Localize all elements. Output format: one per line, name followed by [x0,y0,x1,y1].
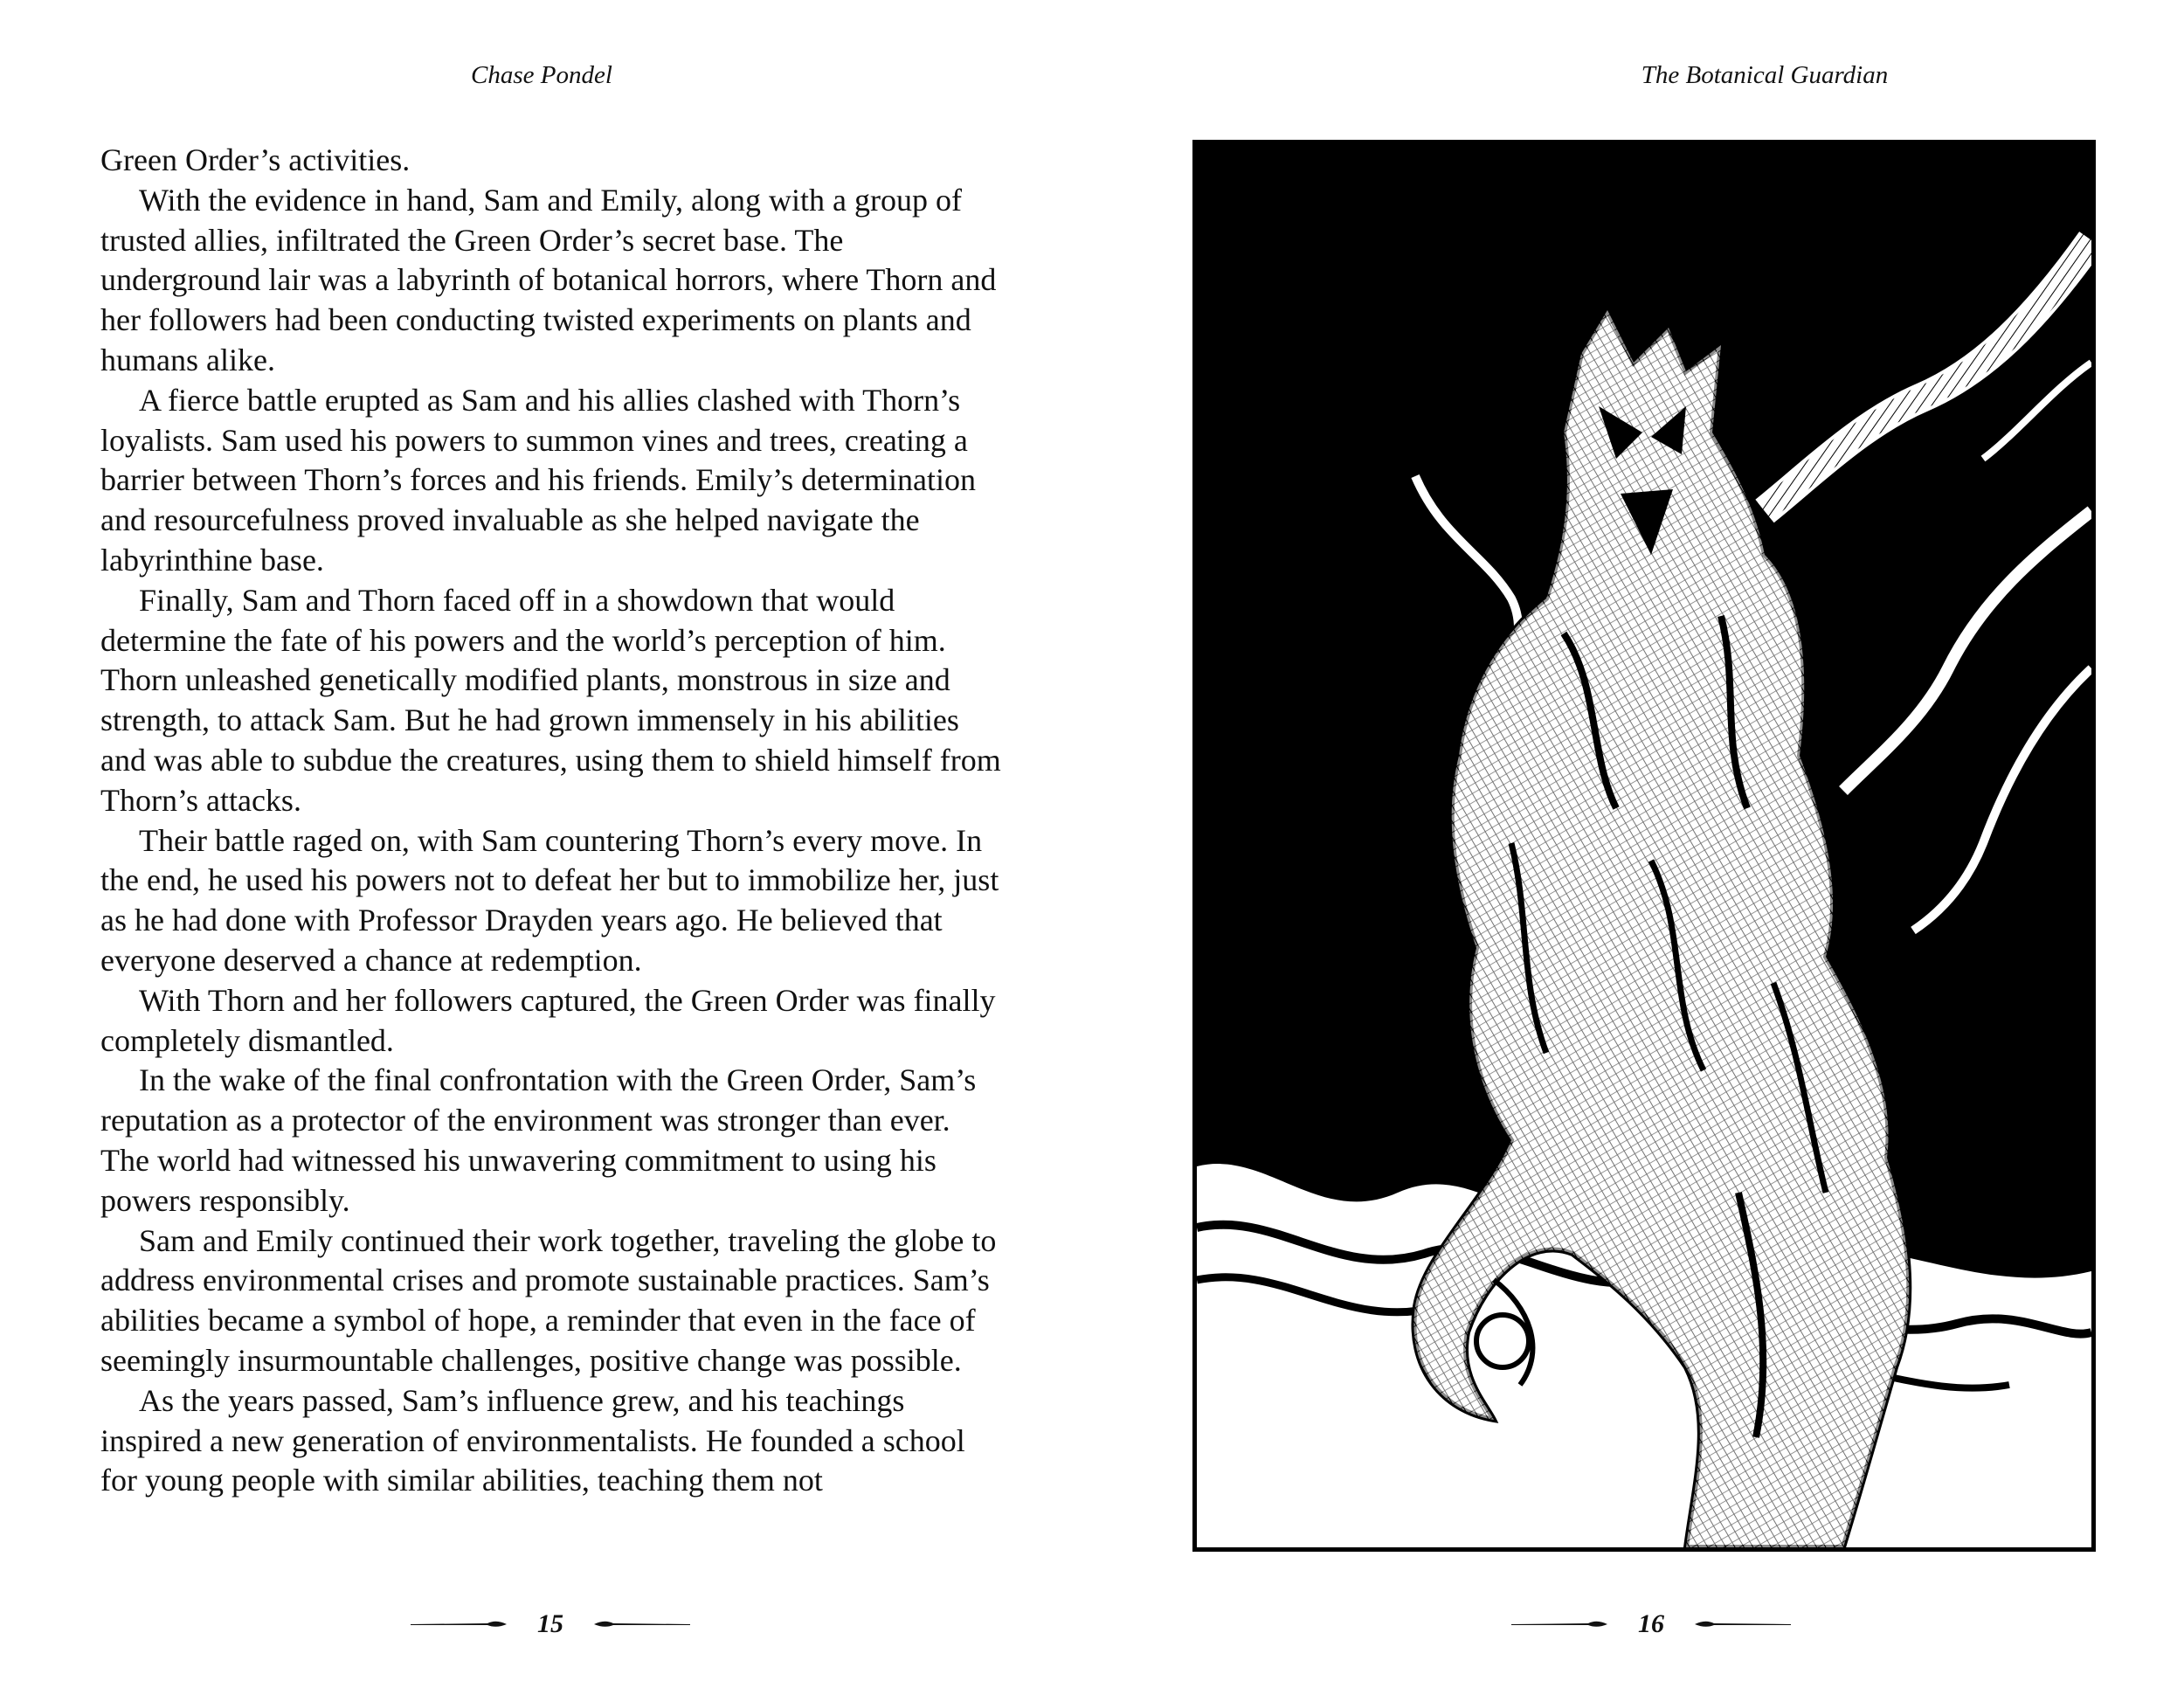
page-number: 16 [1638,1609,1664,1638]
paragraph: In the wake of the final confrontation with the Green Order, Sam’s reputation as a protector of the environment was stronger than ever. The world had witnessed his unwavering commitment to using his powers responsibly. [100,1062,977,1218]
folio-ornament-right-icon [590,1616,690,1632]
right-page [1092,0,2184,1688]
page-number-folio [411,1608,690,1643]
paragraph: As the years passed, Sam’s influence grew, and his teachings inspired a new generation of environmentalists. He founded a school for young people with similar abilities, teaching them not [100,1382,965,1498]
paragraph: Green Order’s activities. [100,142,411,177]
page-number: 15 [537,1609,563,1638]
paragraph: A fierce battle erupted as Sam and his allies clashed with Thorn’s loyalists. Sam used his powers to summon vines and trees, creating a barrier between Thorn’s forces and his friends. Emily’s determination and resourcefulness proved invaluable as she helped navigate the labyrinthine base. [100,382,977,578]
running-header-author: Chase Pondel [471,61,612,89]
body-text [100,141,1005,1501]
paragraph: Sam and Emily continued their work together, traveling the globe to address environmental crises and promote sustainable practices. Sam’s abilities became a symbol of hope, a reminder that even in the face of seemingly insurmountable challenges, positive change was possible. [100,1222,997,1378]
page-number-folio [1511,1608,1791,1643]
running-header-title: The Botanical Guardian [1641,61,1889,89]
tree-creature-illustration-icon [1197,144,2091,1547]
paragraph: Finally, Sam and Thorn faced off in a showdown that would determine the fate of his powers and the world’s perception of him. Thorn unleashed genetically modified plants, monstrous in size and strength, to attack Sam. But he had grown immensely in his abilities and was able to subdue the creatures, using them to shield himself from Thorn’s attacks. [100,582,1001,818]
paragraph: Their battle raged on, with Sam countering Thorn’s every move. In the end, he used his powers not to defeat her but to immobilize her, just as he had done with Professor Drayden years ago. He believed that everyone deserved a chance at redemption. [100,822,999,978]
folio-ornament-right-icon [1690,1616,1791,1632]
folio-ornament-left-icon [1511,1616,1612,1632]
paragraph: With the evidence in hand, Sam and Emily, along with a group of trusted allies, infiltrated the Green Order’s secret base. The underground lair was a labyrinth of botanical horrors, where Thorn and her followers had been conducting twisted experiments on plants and humans alike. [100,182,997,377]
illustration-frame [1192,140,2096,1552]
paragraph: With Thorn and her followers captured, the Green Order was finally completely dismantled. [100,982,996,1058]
folio-ornament-left-icon [411,1616,511,1632]
